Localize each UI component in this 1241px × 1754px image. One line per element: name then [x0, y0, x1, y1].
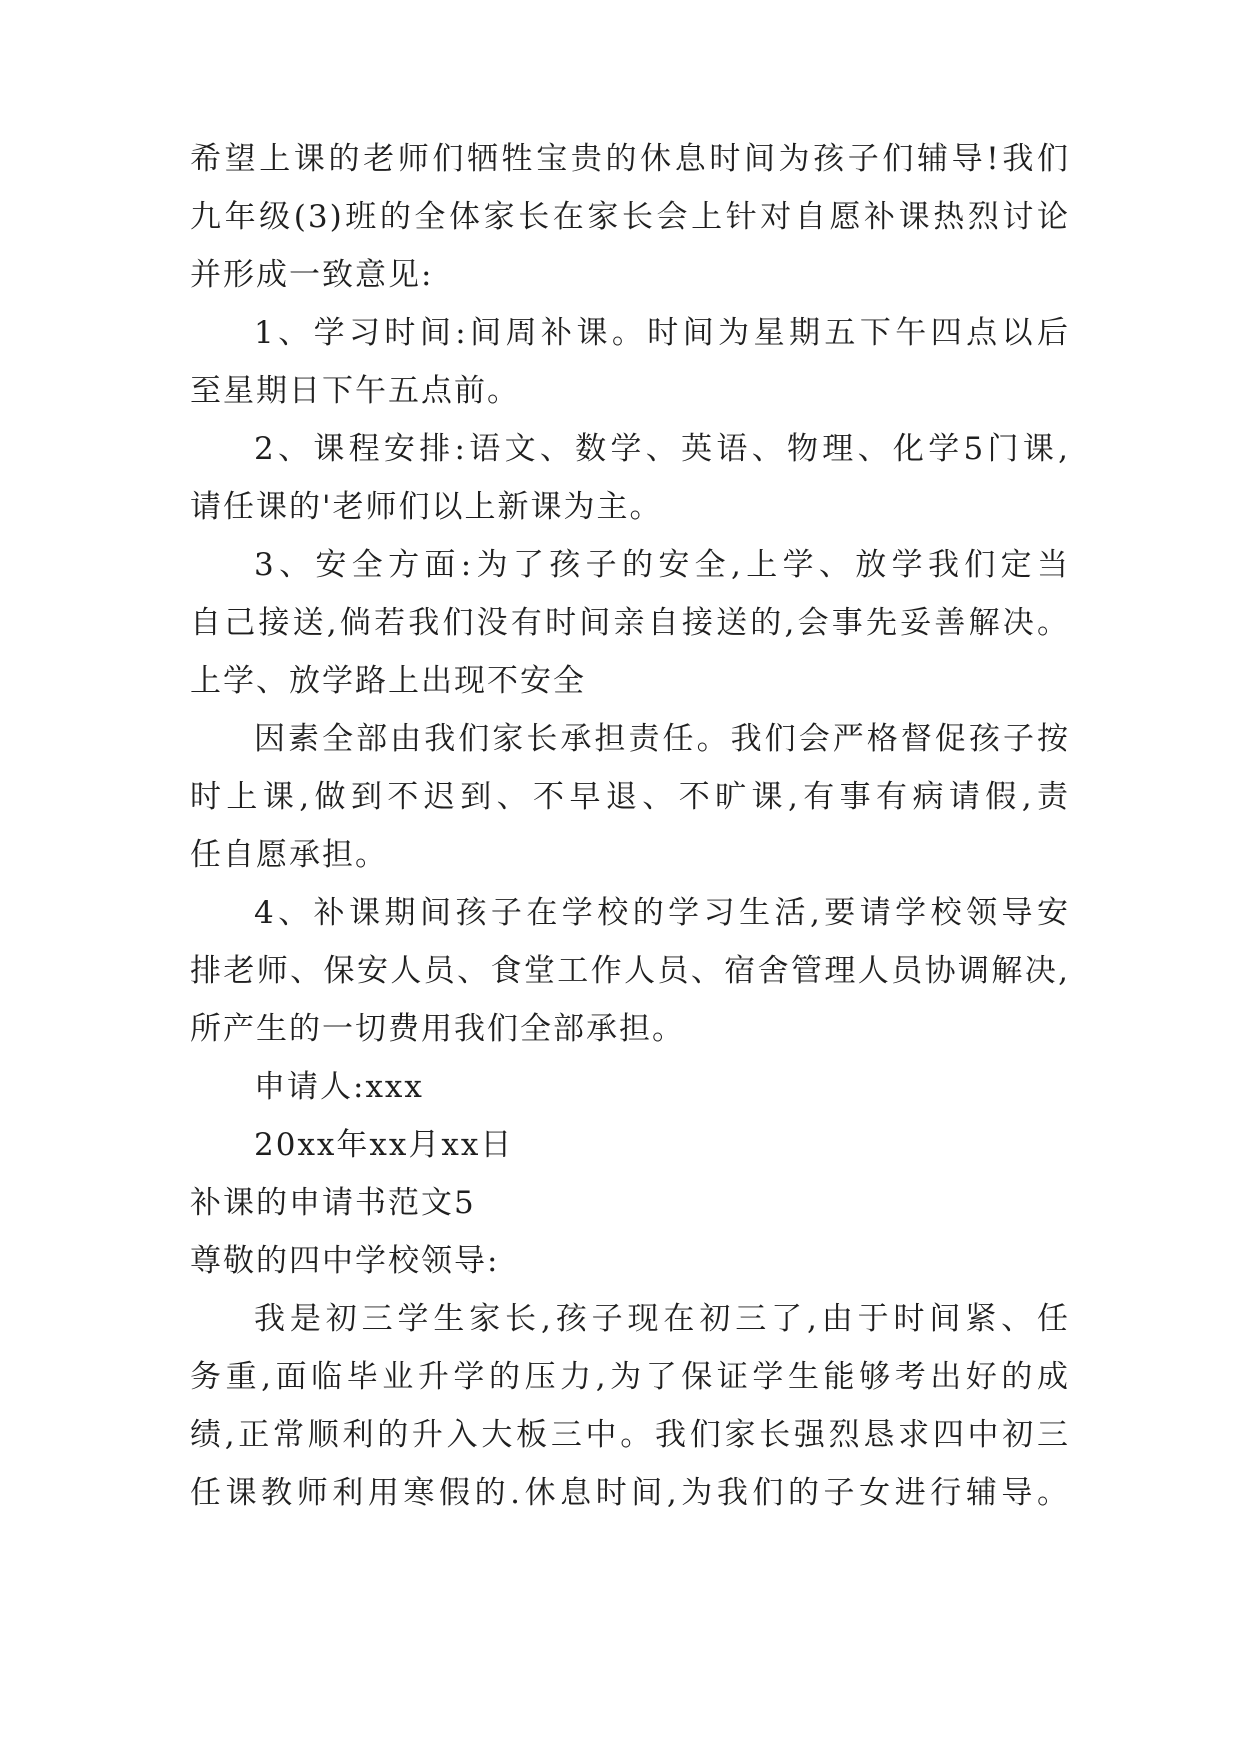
text-line: 希望上课的老师们牺牲宝贵的休息时间为孩子们辅导!我们	[190, 141, 1070, 177]
text-line: 2、课程安排:语文、数学、英语、物理、化学5门课,	[254, 431, 1070, 467]
text-line: 排老师、保安人员、食堂工作人员、宿舍管理人员协调解决,	[190, 953, 1070, 989]
text-line: 任自愿承担。	[190, 837, 388, 873]
text-line: 绩,正常顺利的升入大板三中。我们家长强烈恳求四中初三	[190, 1417, 1070, 1453]
text-line: 请任课的'老师们以上新课为主。	[190, 489, 663, 525]
text-line: 九年级(3)班的全体家长在家长会上针对自愿补课热烈讨论	[190, 199, 1070, 235]
text-line: 所产生的一切费用我们全部承担。	[190, 1011, 685, 1047]
text-line: 任课教师利用寒假的.休息时间,为我们的子女进行辅导。	[190, 1475, 1070, 1511]
text-line: 务重,面临毕业升学的压力,为了保证学生能够考出好的成	[190, 1359, 1070, 1395]
salutation: 尊敬的四中学校领导:	[190, 1243, 500, 1279]
text-line: 我是初三学生家长,孩子现在初三了,由于时间紧、任	[254, 1301, 1070, 1337]
text-line: 1、学习时间:间周补课。时间为星期五下午四点以后	[254, 315, 1070, 351]
text-line: 因素全部由我们家长承担责任。我们会严格督促孩子按	[254, 721, 1070, 757]
section-heading: 补课的申请书范文5	[190, 1185, 476, 1221]
text-line: 4、补课期间孩子在学校的学习生活,要请学校领导安	[254, 895, 1070, 931]
text-line: 3、安全方面:为了孩子的安全,上学、放学我们定当	[254, 547, 1070, 583]
text-line: 并形成一致意见:	[190, 257, 434, 293]
text-line: 上学、放学路上出现不安全	[190, 663, 586, 699]
text-line: 时上课,做到不迟到、不早退、不旷课,有事有病请假,责	[190, 779, 1070, 815]
text-line: 至星期日下午五点前。	[190, 373, 520, 409]
text-line: 自己接送,倘若我们没有时间亲自接送的,会事先妥善解决。	[190, 605, 1070, 641]
date-line: 20xx年xx月xx日	[254, 1127, 514, 1163]
applicant-line: 申请人:xxx	[254, 1069, 424, 1105]
